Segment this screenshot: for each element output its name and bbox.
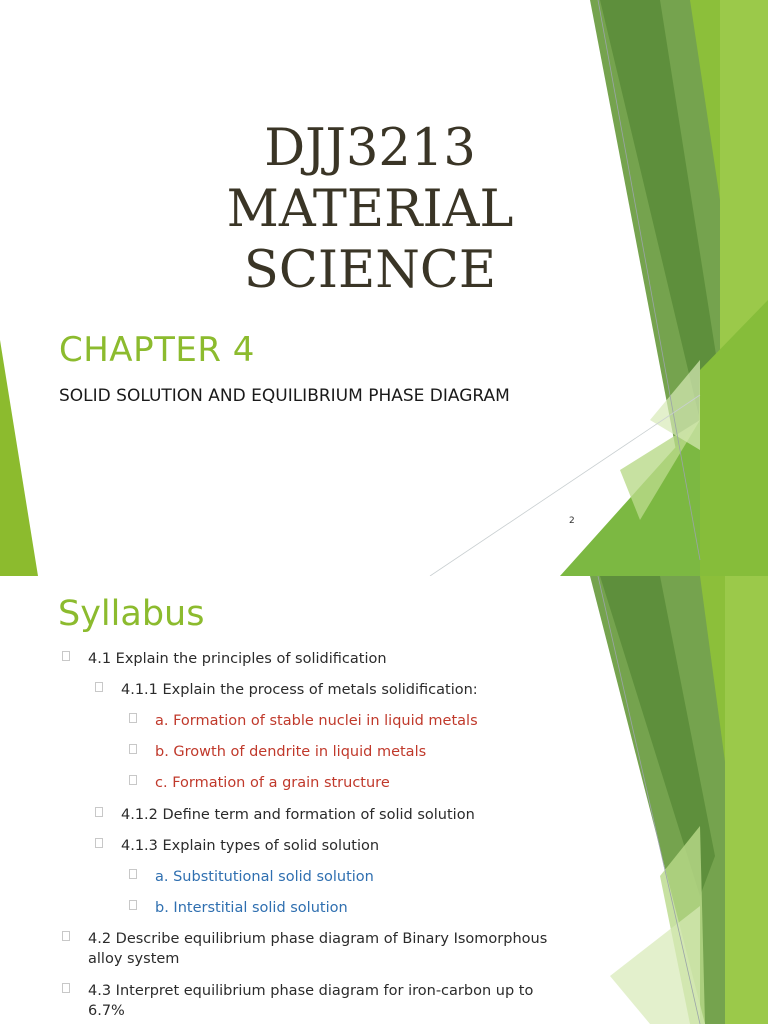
syllabus-title: Syllabus [58,594,205,634]
syllabus-slide [0,576,768,1024]
page-number: 2 [569,516,575,526]
bullet-marker [95,838,103,848]
list-item: a. Formation of stable nuclei in liquid metals [155,711,478,731]
bullet-marker [129,869,137,879]
bullet-marker [129,900,137,910]
bullet-marker [129,775,137,785]
list-item: 4.2 Describe equilibrium phase diagram of Binary Isomorphous alloy system [88,929,547,969]
title-line-2: MATERIAL [226,180,514,239]
chapter-subtitle: SOLID SOLUTION AND EQUILIBRIUM PHASE DIAGRAM [59,386,510,406]
list-item: 4.1.1 Explain the process of metals solidification: [121,680,478,700]
bullet-marker [129,713,137,723]
chapter-heading: CHAPTER 4 [59,330,255,370]
title-line-3: SCIENCE [243,241,497,300]
bullet-marker [62,931,70,941]
list-item: a. Substitutional solid solution [155,867,374,887]
bullet-marker [62,983,70,993]
list-item: 4.1 Explain the principles of solidification [88,649,387,669]
bullet-marker [95,682,103,692]
list-item: 4.1.2 Define term and formation of solid solution [121,805,475,825]
bullet-marker [62,651,70,661]
bullet-marker [95,807,103,817]
slide-title [190,118,550,301]
title-line-1: DJJ3213 [264,119,476,178]
list-item: 4.3 Interpret equilibrium phase diagram for iron-carbon up to 6.7% [88,981,533,1021]
list-item: 4.1.3 Explain types of solid solution [121,836,379,856]
list-item: c. Formation of a grain structure [155,773,390,793]
bullet-marker [129,744,137,754]
list-item: b. Interstitial solid solution [155,898,348,918]
list-item: b. Growth of dendrite in liquid metals [155,742,426,762]
